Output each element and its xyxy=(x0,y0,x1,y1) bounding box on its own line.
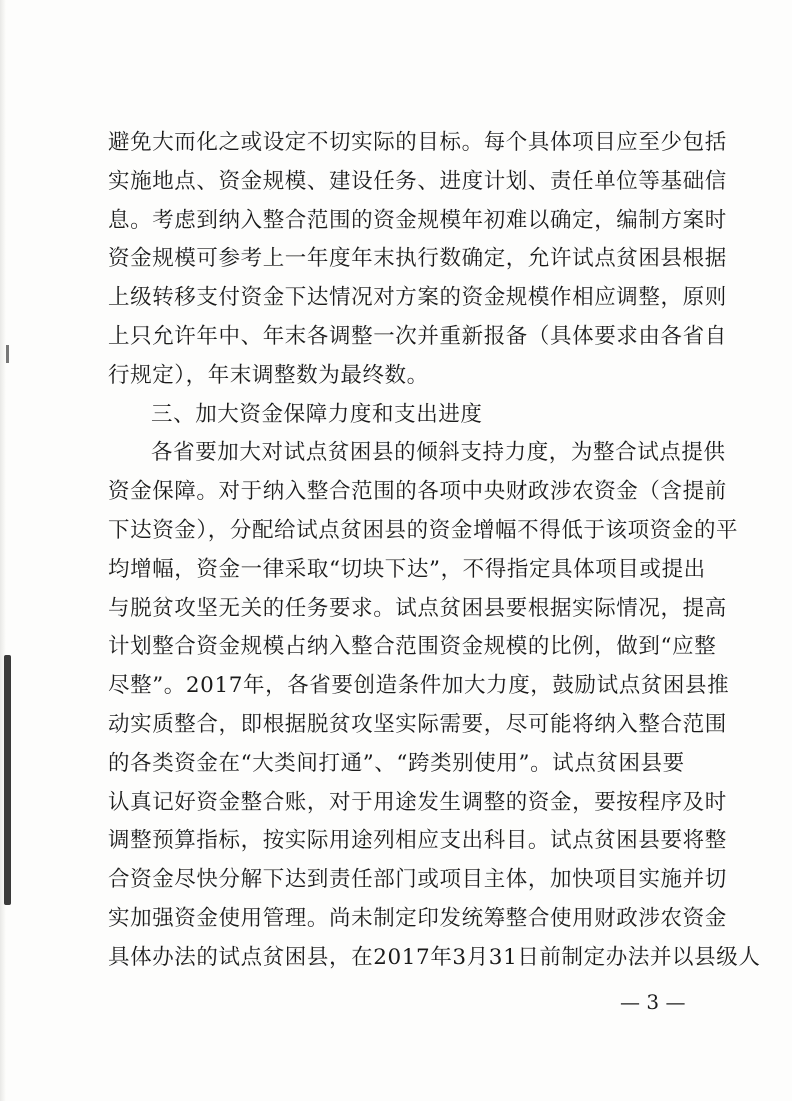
text-line: 避免大而化之或设定不切实际的目标。每个具体项目应至少包括 xyxy=(108,130,727,155)
text-line: 息。考虑到纳入整合范围的资金规模年初难以确定，编制方案时 xyxy=(108,207,727,233)
page-number: — 3 — xyxy=(620,990,686,1014)
text-line: 实施地点、资金规模、建设任务、进度计划、责任单位等基础信 xyxy=(108,168,727,194)
text-line: 行规定），年末调整数为最终数。 xyxy=(108,362,429,388)
scan-speck xyxy=(6,345,9,363)
body-text xyxy=(108,124,761,978)
text-line: 上级转移支付资金下达情况对方案的资金规模作相应调整，原则 xyxy=(108,285,727,311)
text-line: 实加强资金使用管理。尚未制定印发统筹整合使用财政涉农资金 xyxy=(108,905,727,931)
text-line: 具体办法的试点贫困县，在2017年3月31日前制定办法并以县级人 xyxy=(108,944,761,970)
text-line: 调整预算指标，按实际用途列相应支出科目。试点贫困县要将整 xyxy=(108,828,727,854)
text-line: 资金规模可参考上一年度年末执行数确定，允许试点贫困县根据 xyxy=(108,246,727,272)
paragraph-first-line: 各省要加大对试点贫困县的倾斜支持力度，为整合试点提供 xyxy=(151,440,726,466)
text-line: 认真记好资金整合账，对于用途发生调整的资金，要按程序及时 xyxy=(108,789,727,815)
binding-mark xyxy=(4,655,11,905)
text-line: 计划整合资金规模占纳入整合范围资金规模的比例，做到“应整 xyxy=(108,634,717,660)
text-line: 尽整”。2017年，各省要创造条件加大力度，鼓励试点贫困县推 xyxy=(108,673,730,699)
text-line: 资金保障。对于纳入整合范围的各项中央财政涉农资金（含提前 xyxy=(108,479,727,505)
text-line: 的各类资金在“大类间打通”、“跨类别使用”。试点贫困县要 xyxy=(108,750,685,776)
text-line: 与脱贫攻坚无关的任务要求。试点贫困县要根据实际情况，提高 xyxy=(108,595,727,621)
text-line: 均增幅，资金一律采取“切块下达”，不得指定具体项目或提出 xyxy=(108,556,706,582)
scan-edge-shadow xyxy=(0,0,6,1101)
text-line: 上只允许年中、年末各调整一次并重新报备（具体要求由各省自 xyxy=(108,323,727,349)
text-line: 动实质整合，即根据脱贫攻坚实际需要，尽可能将纳入整合范围 xyxy=(108,711,727,737)
section-heading: 三、加大资金保障力度和支出进度 xyxy=(151,401,483,427)
text-line: 下达资金），分配给试点贫困县的资金增幅不得低于该项资金的平 xyxy=(108,517,739,543)
text-line: 合资金尽快分解下达到责任部门或项目主体，加快项目实施并切 xyxy=(108,867,727,893)
